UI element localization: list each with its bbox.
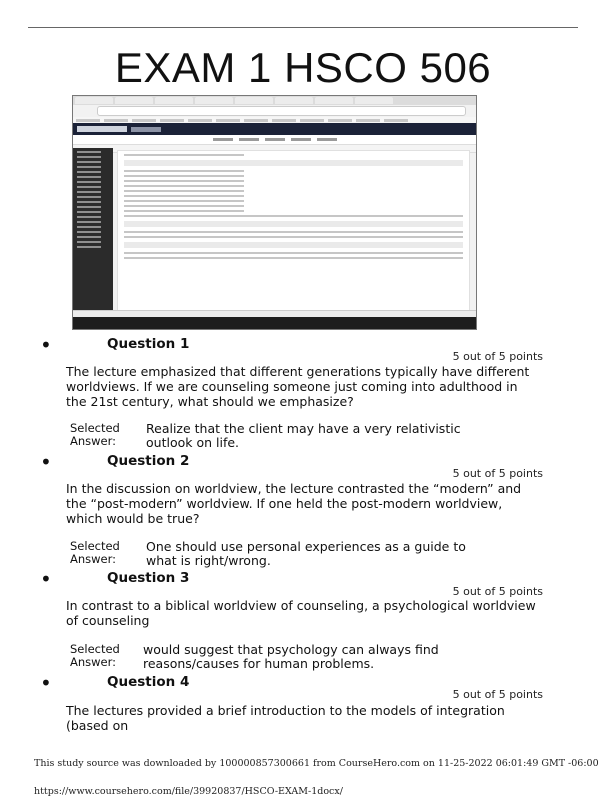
lms-header [73,123,476,135]
question-text: The lectures provided a brief introduction to the models of integration (based on [66,703,505,733]
embedded-browser-screenshot [72,95,477,330]
question-title: Question 3 [107,570,190,586]
question-points: 5 out of 5 points [452,350,543,363]
lms-content-area [117,150,470,317]
selected-answer-label: Selected Answer: [70,539,120,566]
address-bar [97,106,466,116]
lms-subnav [73,135,476,145]
selected-answer-label: Selected Answer: [70,642,120,669]
top-rule [28,27,578,28]
bullet-icon: • [40,567,52,591]
question-text: The lecture emphasized that different generations typically have different worldviews. If we are counseling someone just coming into adulthood in the 21st century, what should we emphasize? [66,364,530,409]
document-title: EXAM 1 HSCO 506 [114,44,492,91]
source-url[interactable]: https://www.coursehero.com/file/39920837/HSCO-EXAM-1docx/ [34,786,343,797]
course-sidebar [73,148,113,317]
question-points: 5 out of 5 points [452,688,543,701]
selected-answer-label: Selected Answer: [70,421,120,448]
question-points: 5 out of 5 points [452,585,543,598]
selected-answer: would suggest that psychology can always find reasons/causes for human problems. [143,642,439,671]
question-title: Question 4 [107,674,190,690]
selected-answer: Realize that the client may have a very relativistic outlook on life. [146,421,461,450]
question-title: Question 1 [107,336,190,352]
question-text: In contrast to a biblical worldview of counseling, a psychological worldview of counseling [66,598,536,628]
browser-tab-strip [73,96,476,105]
question-text: In the discussion on worldview, the lecture contrasted the “modern” and the “post-modern” worldview. If one held the post-modern worldview, which would be true? [66,481,522,526]
os-taskbar [73,317,476,329]
download-note: This study source was downloaded by 100000857300661 from CourseHero.com on 11-25-2022 06:01:49 GMT -06:00 [34,758,599,769]
bullet-icon: • [40,333,52,357]
question-points: 5 out of 5 points [452,467,543,480]
university-logo [77,126,127,132]
selected-answer: One should use personal experiences as a guide to what is right/wrong. [146,539,466,568]
bullet-icon: • [40,450,52,474]
question-title: Question 2 [107,453,190,469]
lms-logo [131,127,161,132]
bullet-icon: • [40,671,52,695]
downloads-bar [73,310,476,317]
